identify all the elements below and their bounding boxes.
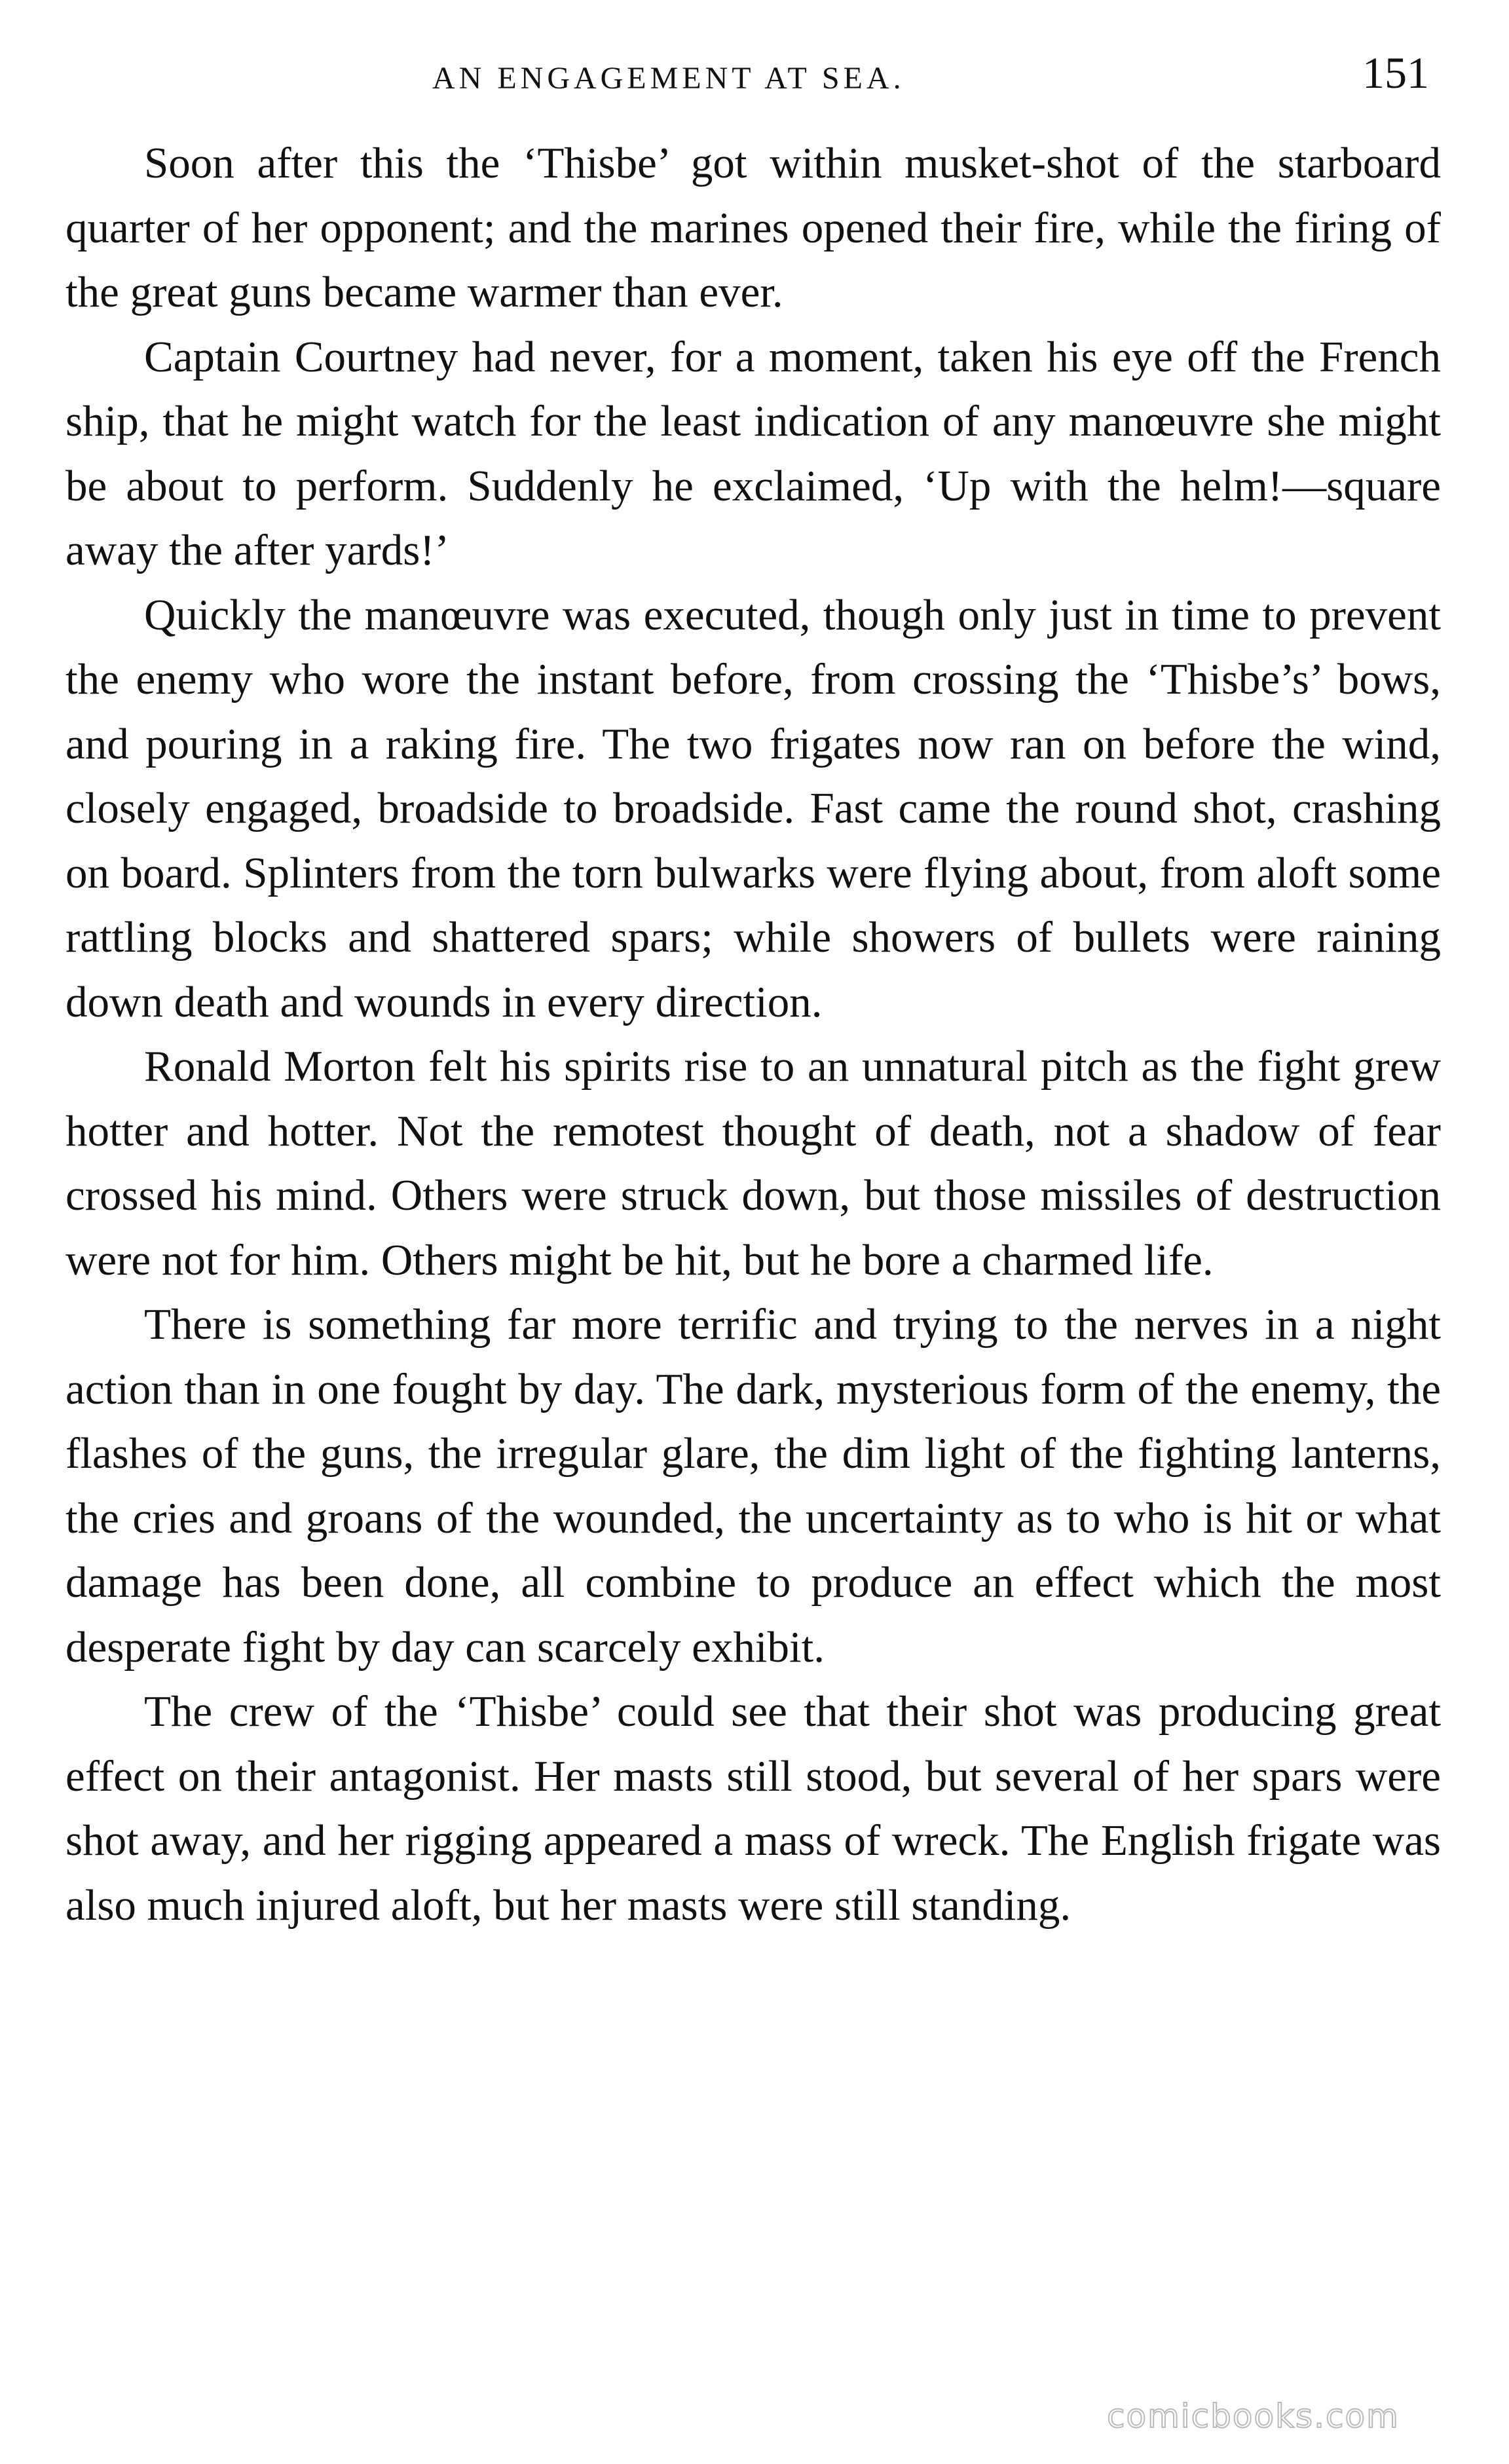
paragraph-3: Quickly the manœuvre was executed, though only just in time to prevent the enemy who wore the instant before, from crossing the ‘Thisbe’s’ bows, and pouring in a raking fire. The two frigates now ran on before the wind, closely engaged, broadside to broadside. Fast came the round shot, crashing on board. Splinters from the torn bulwarks were flying about, from aloft some rattling blocks and shattered spars; while showers of bullets were raining down death and wounds in every direction.	[65, 590, 1441, 1026]
paragraph-6: The crew of the ‘Thisbe’ could see that their shot was producing great effect on their antagonist. Her masts still stood, but several of her spars were shot away, and her rigging appeared a mass of wreck. The English frigate was also much injured aloft, but her masts were still standing.	[65, 1687, 1441, 1930]
paragraph-4: Ronald Morton felt his spirits rise to an unnatural pitch as the fight grew hotter and hotter. Not the remotest thought of death, not a shadow of fear crossed his mind. Others were struck down, but those missiles of destruction were not for him. Others might be hit, but he bore a charmed life.	[65, 1042, 1441, 1284]
paragraph-1: Soon after this the ‘Thisbe’ got within musket-shot of the starboard quarter of her opponent; and the marines opened their fire, while the firing of the great guns became warmer than ever.	[65, 139, 1441, 316]
paragraph-2: Captain Courtney had never, for a moment, taken his eye off the French ship, that he might watch for the least indication of any manœuvre she might be about to perform. Suddenly he exclaimed, ‘Up with the helm!—square away the after yards!’	[65, 332, 1441, 574]
site-watermark: comicbooks.com	[1107, 2397, 1400, 2435]
page-number: 151	[1362, 48, 1429, 98]
body-text	[65, 131, 1441, 1937]
paragraph-5: There is something far more terrific and trying to the nerves in a night action than in one fought by day. The dark, mysterious form of the enemy, the flashes of the guns, the irregular glare, the dim light of the fighting lanterns, the cries and groans of the wounded, the uncertainty as to who is hit or what damage has been done, all combine to produce an effect which the most desperate fight by day can scarcely exhibit.	[65, 1300, 1441, 1671]
running-head: AN ENGAGEMENT AT SEA.	[432, 61, 905, 96]
